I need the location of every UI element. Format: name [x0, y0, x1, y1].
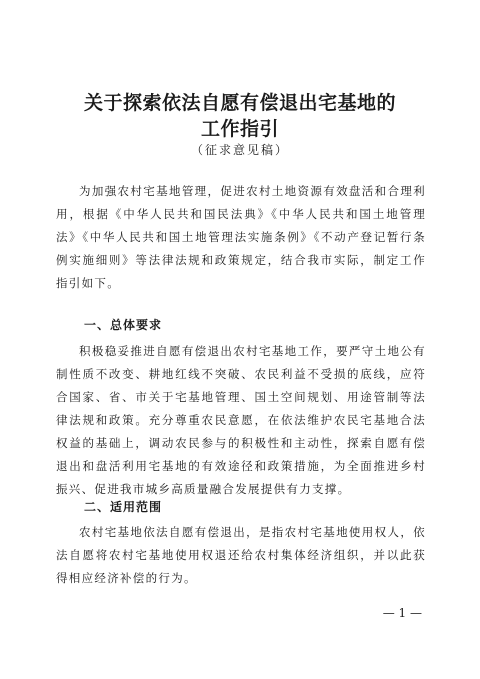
section-heading-scope: 二、适用范围	[84, 500, 163, 514]
section-heading-general-requirements: 一、总体要求	[84, 318, 163, 332]
intro-paragraph: 为加强农村宅基地管理，促进农村土地资源有效盘活和合理利用，根据《中华人民共和国民法典》《中华人民共和国土地管理法》《中华人民共和国土地管理法实施条例》《不动产登记暂行条例实施细则》等法律法规和政策规定，结合我市实际，制定工作指引如下。	[56, 184, 426, 290]
section-paragraph-general-requirements: 积极稳妥推进自愿有偿退出农村宅基地工作，要严守土地公有制性质不改变、耕地红线不突破、农民利益不受损的底线，应符合国家、省、市关于宅基地管理、国土空间规划、用途管制等法律法规和政策。充分尊重农民意愿，在依法维护农民宅基地合法权益的基础上，调动农民参与的积极性和主动性，探索自愿有偿退出和盘活利用宅基地的有效途径和政策措施，为全面推进乡村振兴、促进我市城乡高质量融合发展提供有力支撑。	[56, 344, 426, 496]
document-subtitle: （征求意见稿）	[190, 143, 289, 157]
section-paragraph-scope: 农村宅基地依法自愿有偿退出，是指农村宅基地使用权人，依法自愿将农村宅基地使用权退还给农村集体经济组织，并以此获得相应经济补偿的行为。	[56, 525, 426, 585]
document-title-line2: 工作指引	[200, 118, 279, 140]
page-number: — 1 —	[382, 606, 422, 620]
document-title-line1: 关于探索依法自愿有偿退出宅基地的	[83, 92, 396, 114]
